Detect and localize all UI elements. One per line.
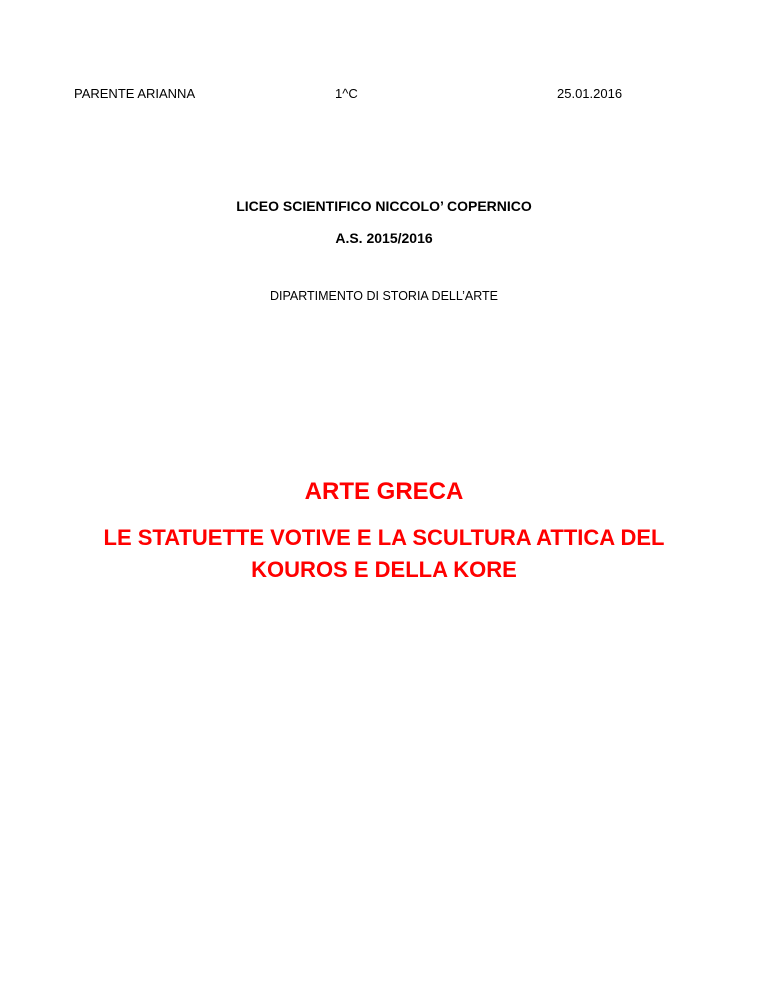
document-subtitle [0,522,768,586]
school-name: LICEO SCIENTIFICO NICCOLO’ COPERNICO [236,198,532,214]
date-label: 25.01.2016 [557,86,623,101]
school-year: A.S. 2015/2016 [335,230,433,246]
document-title: ARTE GRECA [304,478,464,505]
class-label: 1^C [335,86,358,101]
subtitle-line-2: KOUROS E DELLA KORE [251,557,517,582]
department-name: DIPARTIMENTO DI STORIA DELL’ARTE [269,289,499,303]
author-name: PARENTE ARIANNA [74,86,196,101]
header-row [0,86,768,106]
subtitle-line-1: LE STATUETTE VOTIVE E LA SCULTURA ATTICA DEL [103,525,665,550]
